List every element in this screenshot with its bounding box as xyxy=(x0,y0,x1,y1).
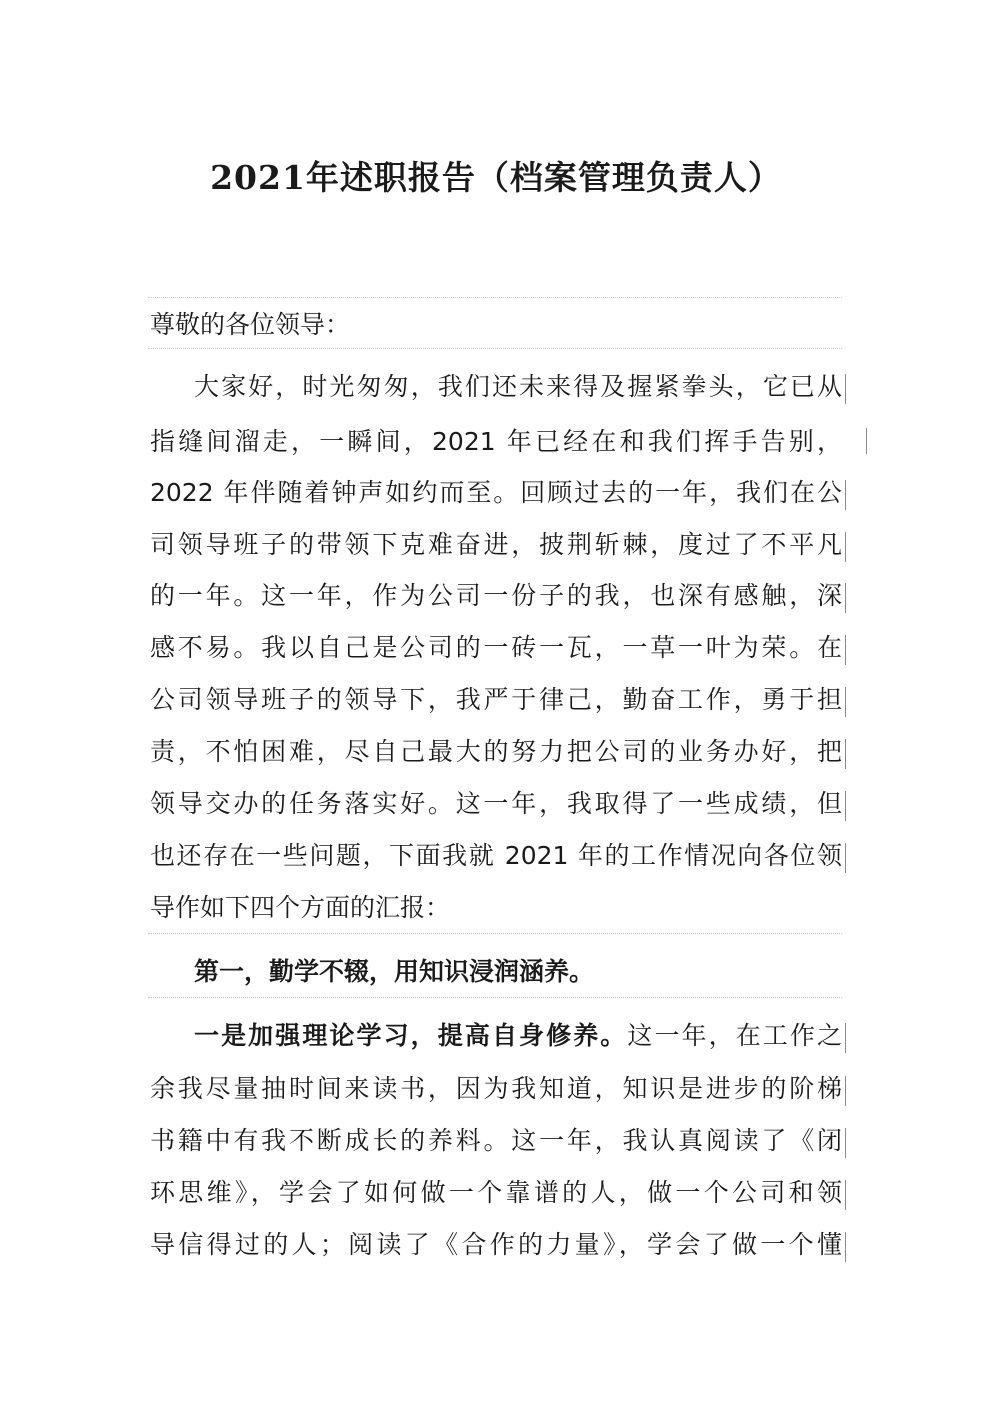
intro-line: 导作如下四个方面的汇报： xyxy=(150,893,451,922)
margin-marker xyxy=(845,480,846,510)
margin-marker xyxy=(845,583,846,613)
point-line: 书籍中有我不断成长的养料。这一年，我认真阅读了《闭 xyxy=(150,1126,842,1155)
intro-line: 感不易。我以自己是公司的一砖一瓦，一草一叶为荣。在 xyxy=(150,633,842,662)
document-title: 2021年述职报告（档案管理负责人） xyxy=(210,158,782,197)
margin-marker xyxy=(845,1023,846,1053)
margin-marker xyxy=(845,1128,846,1158)
paragraph-divider xyxy=(148,297,842,298)
salutation: 尊敬的各位领导： xyxy=(150,310,351,339)
margin-marker xyxy=(845,739,846,769)
margin-marker xyxy=(845,687,846,717)
intro-line: 也还存在一些问题，下面我就 2021 年的工作情况向各位领 xyxy=(150,841,842,870)
margin-marker xyxy=(845,791,846,821)
intro-line: 责，不怕困难，尽自己最大的努力把公司的业务办好，把 xyxy=(150,737,842,766)
margin-marker xyxy=(845,843,846,873)
intro-line: 2022 年伴随着钟声如约而至。回顾过去的一年，我们在公 xyxy=(150,478,842,507)
paragraph-divider xyxy=(148,997,842,998)
intro-line: 大家好，时光匆匆，我们还未来得及握紧拳头，它已从 xyxy=(194,372,842,401)
point-line: 环思维》，学会了如何做一个靠谱的人，做一个公司和领 xyxy=(150,1178,842,1207)
paragraph-divider xyxy=(148,348,842,349)
point-text: 这一年，在工作之 xyxy=(627,1021,842,1050)
margin-marker xyxy=(845,374,846,404)
intro-line: 指缝间溜走，一瞬间，2021 年已经在和我们挥手告别， xyxy=(150,427,842,456)
margin-marker xyxy=(845,1076,846,1106)
margin-marker xyxy=(845,532,846,562)
section-heading: 第一，勤学不辍，用知识浸润涵养。 xyxy=(194,957,595,986)
margin-marker xyxy=(845,1180,846,1210)
intro-line: 公司领导班子的领导下，我严于律己，勤奋工作，勇于担 xyxy=(150,685,842,714)
point-line: 导信得过的人；阅读了《合作的力量》，学会了做一个懂 xyxy=(150,1230,842,1259)
margin-marker xyxy=(845,635,846,665)
intro-line: 司领导班子的带领下克难奋进，披荆斩棘，度过了不平凡 xyxy=(150,530,842,559)
point-line xyxy=(194,1021,842,1051)
point-line: 余我尽量抽时间来读书，因为我知道，知识是进步的阶梯 xyxy=(150,1074,842,1103)
intro-line: 领导交办的任务落实好。这一年，我取得了一些成绩，但 xyxy=(150,789,842,818)
paragraph-divider xyxy=(148,933,842,934)
margin-marker xyxy=(845,1232,846,1262)
margin-marker xyxy=(866,428,867,454)
point-heading: 一是加强理论学习，提高自身修养。 xyxy=(194,1021,628,1050)
intro-line: 的一年。这一年，作为公司一份子的我，也深有感触，深 xyxy=(150,581,842,610)
